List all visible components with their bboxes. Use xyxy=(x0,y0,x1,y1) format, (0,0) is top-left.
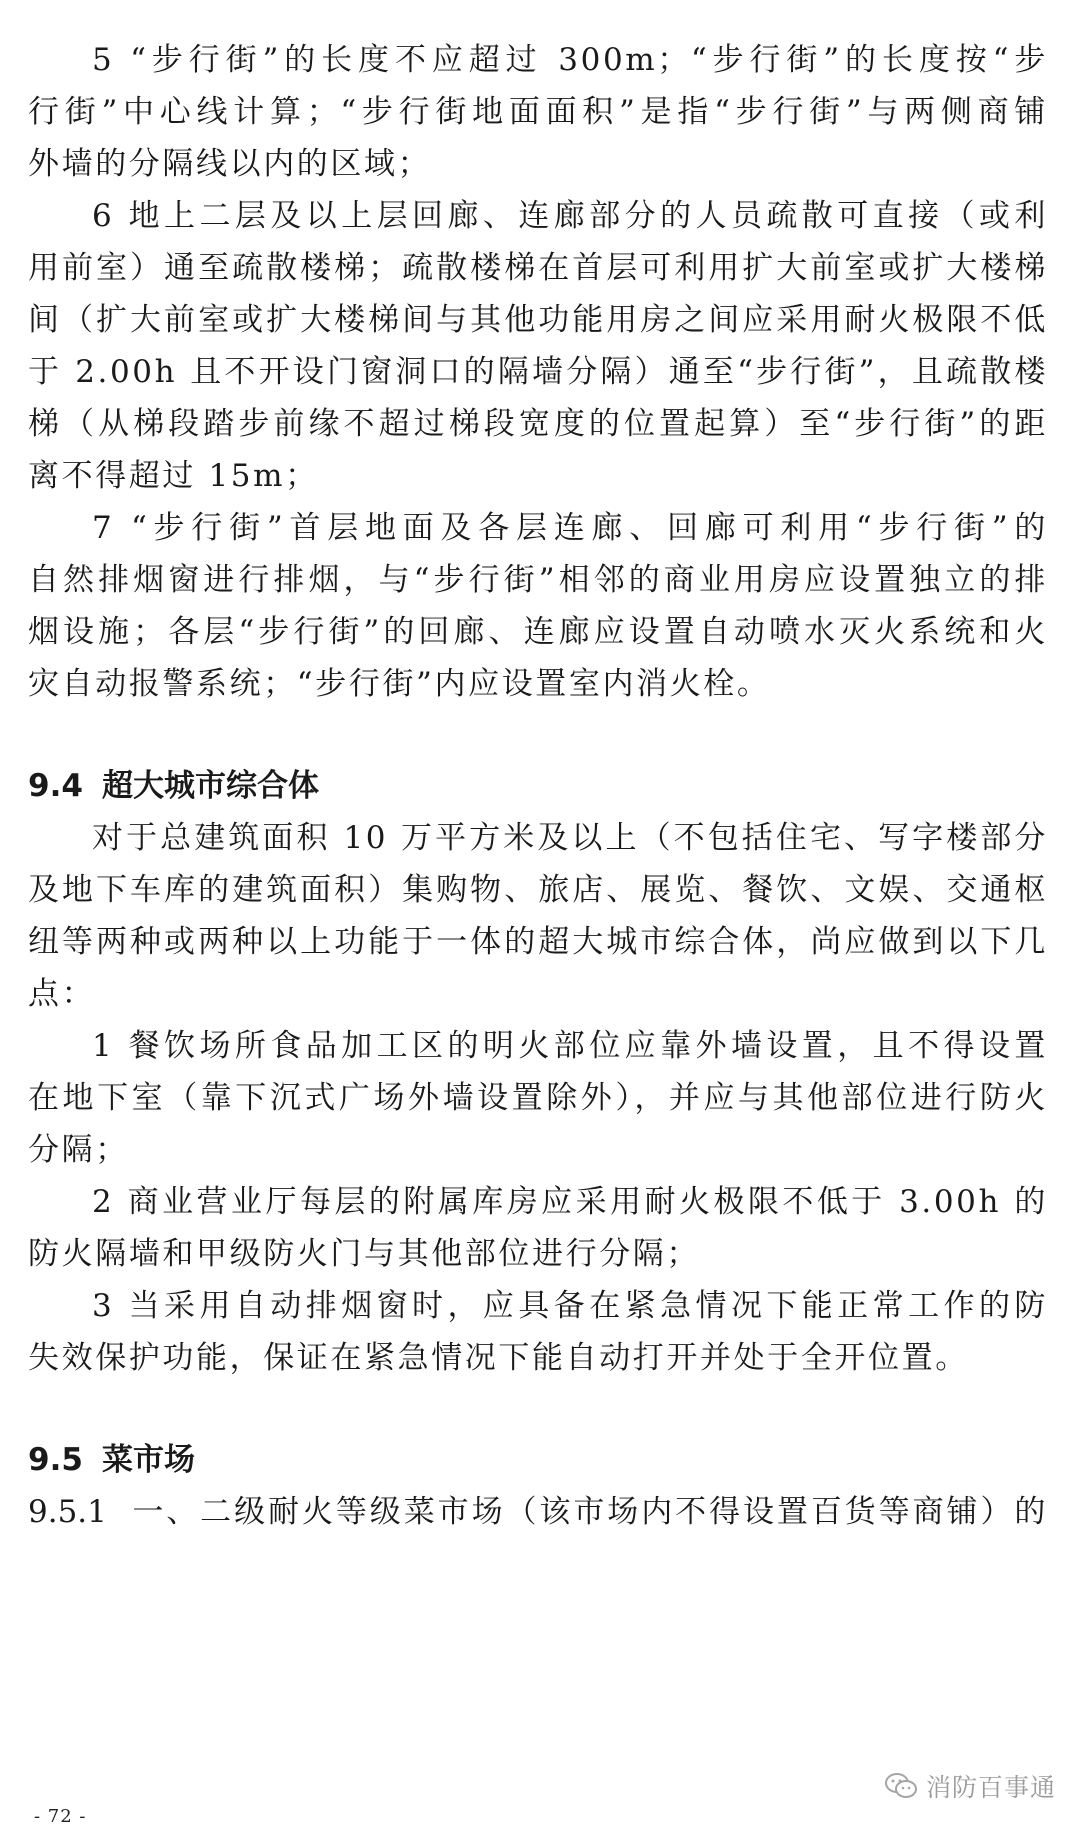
text-line: 对于总建筑面积 10 万平方米及以上（不包括住宅、写字楼部分 xyxy=(92,820,1048,856)
section-heading xyxy=(28,1440,195,1480)
watermark xyxy=(884,1768,1056,1804)
text-line: 3 当采用自动排烟窗时，应具备在紧急情况下能正常工作的防 xyxy=(92,1288,1048,1324)
text-line: 2 商业营业厅每层的附属库房应采用耐火极限不低于 3.00h 的 xyxy=(92,1184,1048,1220)
text-line: 用前室）通至疏散楼梯；疏散楼梯在首层可利用扩大前室或扩大楼梯 xyxy=(28,250,1048,286)
text-line: 点： xyxy=(28,976,96,1012)
text-line: 1 餐饮场所食品加工区的明火部位应靠外墙设置，且不得设置 xyxy=(92,1028,1048,1064)
text-line: 及地下车库的建筑面积）集购物、旅店、展览、餐饮、文娱、交通枢 xyxy=(28,872,1048,908)
text-line: 在地下室（靠下沉式广场外墙设置除外），并应与其他部位进行防火 xyxy=(28,1080,1048,1116)
text-line: 外墙的分隔线以内的区域； xyxy=(28,146,432,182)
text-line: 于 2.00h 且不开设门窗洞口的隔墙分隔）通至“步行街”，且疏散楼 xyxy=(28,354,1048,390)
wechat-icon xyxy=(884,1772,918,1800)
text-line: 间（扩大前室或扩大楼梯间与其他功能用房之间应采用耐火极限不低 xyxy=(28,302,1048,338)
watermark-text: 消防百事通 xyxy=(925,1773,1056,1802)
clause-text: 一、二级耐火等级菜市场（该市场内不得设置百货等商铺）的 xyxy=(132,1494,1048,1530)
text-line: 分隔； xyxy=(28,1132,129,1168)
text-line: 梯（从梯段踏步前缘不超过梯段宽度的位置起算）至“步行街”的距 xyxy=(28,406,1048,442)
text-line: 7 “步行街”首层地面及各层连廊、回廊可利用“步行街”的 xyxy=(92,510,1048,546)
clause-number: 9.5.1 xyxy=(28,1494,107,1530)
section-title: 超大城市综合体 xyxy=(102,768,319,804)
text-line: 离不得超过 15m； xyxy=(28,458,319,494)
clause-line xyxy=(28,1492,1048,1532)
section-title: 菜市场 xyxy=(102,1442,195,1478)
text-line: 纽等两种或两种以上功能于一体的超大城市综合体，尚应做到以下几 xyxy=(28,924,1048,960)
text-line: 自然排烟窗进行排烟，与“步行街”相邻的商业用房应设置独立的排 xyxy=(28,562,1048,598)
text-line: 行街”中心线计算；“步行街地面面积”是指“步行街”与两侧商铺 xyxy=(28,94,1048,130)
text-line: 6 地上二层及以上层回廊、连廊部分的人员疏散可直接（或利 xyxy=(92,198,1048,234)
section-number: 9.4 xyxy=(28,768,83,804)
text-line: 5 “步行街”的长度不应超过 300m；“步行街”的长度按“步 xyxy=(92,42,1048,78)
text-line: 灾自动报警系统；“步行街”内应设置室内消火栓。 xyxy=(28,666,771,702)
page-number: - 72 - xyxy=(34,1806,87,1827)
section-heading xyxy=(28,766,319,806)
text-line: 防火隔墙和甲级防火门与其他部位进行分隔； xyxy=(28,1236,700,1272)
text-line: 失效保护功能，保证在紧急情况下能自动打开并处于全开位置。 xyxy=(28,1340,969,1376)
section-number: 9.5 xyxy=(28,1442,83,1478)
text-line: 烟设施；各层“步行街”的回廊、连廊应设置自动喷水灭火系统和火 xyxy=(28,614,1048,650)
